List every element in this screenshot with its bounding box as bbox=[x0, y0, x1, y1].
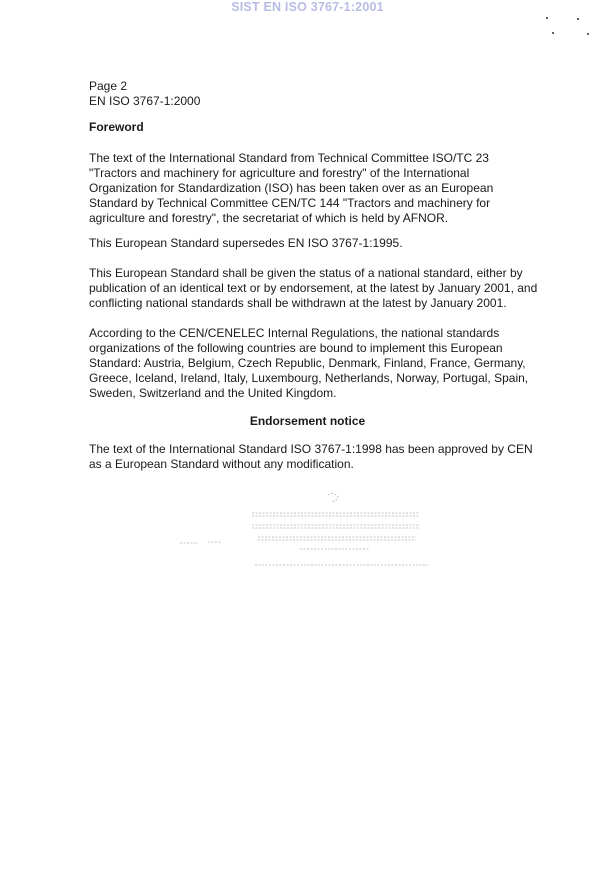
foreword-heading: Foreword bbox=[89, 120, 144, 134]
text-line: organizations of the following countries are bound to implement this European bbox=[89, 341, 503, 355]
text-line: This European Standard supersedes EN ISO 3767-1:1995. bbox=[89, 236, 403, 250]
text-line: as a European Standard without any modification. bbox=[89, 457, 354, 471]
text-line: conflicting national standards shall be withdrawn at the latest by January 2001. bbox=[89, 296, 507, 310]
scan-speck bbox=[552, 32, 554, 34]
text-line: This European Standard shall be given the status of a national standard, either by bbox=[89, 266, 523, 280]
document-id: EN ISO 3767-1:2000 bbox=[89, 94, 201, 108]
text-line: Standard: Austria, Belgium, Czech Republic, Denmark, Finland, France, Germany, bbox=[89, 356, 526, 370]
scan-speck bbox=[587, 33, 589, 35]
text-line: agriculture and forestry", the secretariat of which is held by AFNOR. bbox=[89, 211, 449, 225]
page-number: Page 2 bbox=[89, 79, 128, 93]
text-line: Standard by Technical Committee CEN/TC 144 "Tractors and machinery for bbox=[89, 196, 491, 210]
text-line: Greece, Iceland, Ireland, Italy, Luxembourg, Netherlands, Norway, Portugal, Spain, bbox=[89, 371, 529, 385]
text-line: Sweden, Switzerland and the United Kingdom. bbox=[89, 386, 337, 400]
text-line: The text of the International Standard from Technical Committee ISO/TC 23 bbox=[89, 151, 489, 165]
text-line: "Tractors and machinery for agriculture and forestry" of the International bbox=[89, 166, 470, 180]
faded-stamp bbox=[180, 487, 430, 567]
scan-speck bbox=[577, 18, 579, 20]
text-line: The text of the International Standard ISO 3767-1:1998 has been approved by CEN bbox=[89, 442, 533, 456]
text-line: Organization for Standardization (ISO) has been taken over as an European bbox=[89, 181, 494, 195]
endorsement-heading: Endorsement notice bbox=[249, 414, 366, 428]
text-line: publication of an identical text or by endorsement, at the latest by January 2001, and bbox=[89, 281, 538, 295]
scan-speck bbox=[546, 17, 548, 19]
text-line: According to the CEN/CENELEC Internal Regulations, the national standards bbox=[89, 326, 500, 340]
watermark: SIST EN ISO 3767-1:2001 bbox=[231, 0, 384, 14]
